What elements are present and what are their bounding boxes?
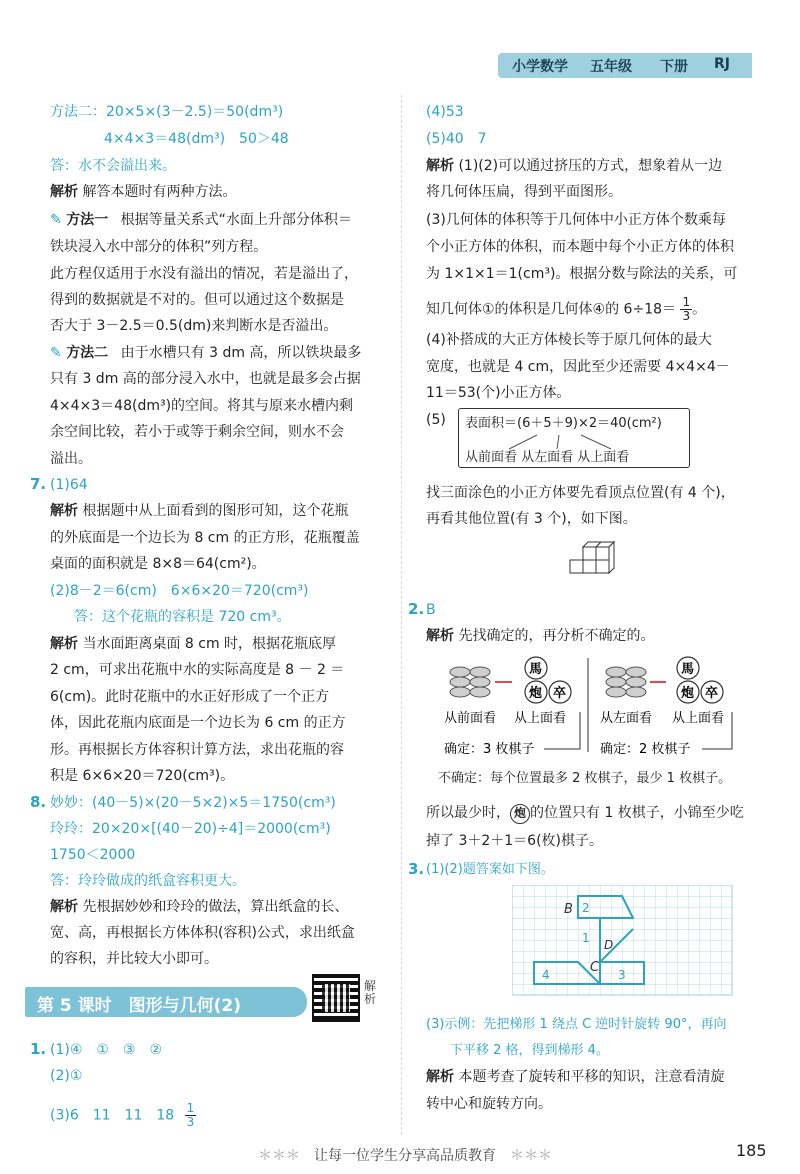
method2b-line2: 只有 3 dm 高的部分浸入水中，也就是最多会占据 xyxy=(50,371,361,387)
q7-analysis9: 积是 6×6×20＝720(cm³)。 xyxy=(50,768,235,784)
method2-line2: 4×4×3＝48(dm³) 50＞48 xyxy=(104,131,289,147)
cube xyxy=(596,547,609,560)
q8-analysis3: 的容积，并比较大小即可。 xyxy=(50,951,218,967)
r-analysis8: 宽度，也就是 4 cm，因此至少还需要 4×4×4－ xyxy=(426,359,730,375)
q1-fraction-num: 1 xyxy=(186,1101,195,1115)
chess-piece xyxy=(606,667,626,677)
page-number: 185 xyxy=(736,1141,767,1160)
q2-number: 2. xyxy=(408,600,425,618)
chess-piece xyxy=(606,677,626,687)
q7-analysis4-text: 当水面距离桌面 8 cm 时，根据花瓶底厚 xyxy=(82,636,337,652)
r-analysis3: (3)几何体的体积等于几何体中小正方体个数乘每 xyxy=(426,212,726,228)
grid-label-2: 2 xyxy=(582,901,590,915)
chess-pao-text: 炮 xyxy=(529,686,543,701)
q6-analysis-text: 解答本题时有两种方法。 xyxy=(82,184,237,200)
q7-analysis2: 的外底面是一个边长为 8 cm 的正方形，花瓶覆盖 xyxy=(50,530,360,546)
chess-piece xyxy=(450,687,470,697)
header-edition: RJ xyxy=(714,56,730,72)
surface-area-formula: 表面积＝(6＋5＋9)×2＝40(cm²) xyxy=(465,416,662,431)
a4-answer: (4)53 xyxy=(426,104,464,120)
pencil-icon: ✎ xyxy=(50,212,62,228)
q2-analysis1-text: 先找确定的，再分析不确定的。 xyxy=(458,628,655,644)
qr-label: 解析 xyxy=(364,979,377,1006)
footer-slogan-text: 让每一位学生分享高品质教育 xyxy=(314,1148,496,1164)
grid-label-c: C xyxy=(590,960,600,975)
cube-side xyxy=(609,542,614,573)
r-analysis6: 知几何体①的体积是几何体④的 6÷18＝ $\frac{1}{3}$ 。 xyxy=(426,295,707,323)
arrow-left xyxy=(509,435,537,449)
r-analysis1-text: (1)(2)可以通过挤压的方式，想象着从一边 xyxy=(458,158,723,174)
q7-analysis1 xyxy=(50,502,348,520)
analysis-label: 解析 xyxy=(426,1069,454,1085)
grid-label-b: B xyxy=(564,902,573,917)
q7-analysis5: 2 cm，可求出花瓶中水的实际高度是 8 － 2 ＝ xyxy=(50,662,345,678)
method2b-line3: 4×4×3＝48(dm³)的空间。将其与原来水槽内剩 xyxy=(50,398,354,414)
analysis-label: 解析 xyxy=(50,503,78,519)
q3-number: 3. xyxy=(408,860,425,878)
q1-answer3 xyxy=(50,1102,196,1129)
q2-analysis2 xyxy=(426,804,744,824)
chess-ma-text: 馬 xyxy=(681,662,695,677)
header-banner xyxy=(498,53,752,78)
r-fraction-den: 3 xyxy=(682,309,691,323)
grid-label-4: 4 xyxy=(542,968,550,982)
a5-answer: (5)40 7 xyxy=(426,131,487,147)
q6-analysis xyxy=(50,183,236,201)
cube xyxy=(570,560,583,573)
q2-answer: B xyxy=(426,602,436,618)
q8-number: 8. xyxy=(30,793,47,811)
method1-line4: 得到的数据就是不对的。但可以通过这个数据是 xyxy=(50,292,344,308)
q2-analysis2a: 所以最少时， xyxy=(426,805,510,821)
q7-number: 7. xyxy=(30,475,47,493)
q3-line1: (1)(2)题答案如下图。 xyxy=(426,862,554,877)
q1-answer1: (1)④ ① ③ ② xyxy=(50,1042,163,1058)
arrow-mid xyxy=(557,435,559,449)
q7-answer1: (1)64 xyxy=(50,477,88,493)
view-left-label: 从左面看 xyxy=(600,711,653,726)
column-divider xyxy=(401,95,402,1135)
chess-ma-text: 馬 xyxy=(529,662,543,677)
chess-piece xyxy=(626,687,646,697)
q8-line1: 妙妙：(40－5)×(20－5×2)×5＝1750(cm³) xyxy=(50,795,336,811)
q7-analysis4 xyxy=(50,635,336,653)
footer-slogan: ＊＊＊ 让每一位学生分享高品质教育 ＊＊＊ xyxy=(258,1148,552,1164)
sure-left-label: 确定：3 枚棋子 xyxy=(444,742,535,757)
q3-analysis2: 转中心和旋转方向。 xyxy=(426,1096,552,1112)
method2b-line1 xyxy=(50,344,361,362)
q2-analysis1 xyxy=(426,627,654,645)
method1-label: 方法一 xyxy=(66,212,109,228)
grid-figure xyxy=(512,885,734,999)
method2-line1: 方法二：20×5×(3－2.5)＝50(dm³) xyxy=(50,104,284,120)
chess-zu-text: 卒 xyxy=(553,686,567,701)
q3-line3b: 下平移 2 格，得到梯形 4。 xyxy=(450,1043,609,1058)
qr-code-icon[interactable] xyxy=(312,974,360,1022)
q7-analysis1-text: 根据题中从上面看到的图形可知，这个花瓶 xyxy=(82,503,349,519)
chess-piece xyxy=(470,667,490,677)
method2b-label: 方法二 xyxy=(66,345,109,361)
r-analysis7: (4)补搭成的大正方体棱长等于原几何体的最大 xyxy=(426,332,712,348)
q7-analysis6: 6(cm)。此时花瓶中的水正好形成了一个正方 xyxy=(50,689,330,705)
r-fraction-num: 1 xyxy=(682,295,691,309)
pencil-icon: ✎ xyxy=(50,345,62,361)
analysis-label: 解析 xyxy=(50,184,78,200)
q3-analysis1-text: 本题考查了旋转和平移的知识，注意看清旋 xyxy=(458,1069,725,1085)
method2b-line5: 溢出。 xyxy=(50,451,92,467)
method2b-line4: 余空间比较，若小于或等于剩余空间，则水不会 xyxy=(50,424,344,440)
chess-piece xyxy=(626,677,646,687)
q2-analysis2b: 的位置只有 1 枚棋子，小锦至少吃 xyxy=(530,805,744,821)
cube xyxy=(583,560,596,573)
q8-analysis1-text: 先根据妙妙和玲玲的做法，算出纸盒的长、 xyxy=(82,899,349,915)
analysis-label: 解析 xyxy=(50,899,78,915)
q8-line2: 玲玲：20×20×[(40－20)÷4]＝2000(cm³) xyxy=(50,821,331,837)
lesson-title: 第 5 课时 图形与几何(2) xyxy=(37,996,242,1016)
chess-pao-inline: 炮 xyxy=(510,804,530,824)
q8-line4: 答：玲玲做成的纸盒容积更大。 xyxy=(50,873,246,889)
q2-analysis3: 掉了 3＋2＋1＝6(枚)棋子。 xyxy=(426,833,604,849)
method1-line5: 否大于 3－2.5＝0.5(dm)来判断水是否溢出。 xyxy=(50,318,338,334)
q7-analysis3: 桌面的面积就是 8×8＝64(cm²)。 xyxy=(50,556,266,572)
method1-line3: 此方程仅适用于水没有溢出的情况，若是溢出了， xyxy=(50,266,358,282)
r-analysis4: 个小正方体的体积，而本题中每个小正方体的体积 xyxy=(426,239,734,255)
q1-fraction xyxy=(185,1102,197,1129)
r-5-label: (5) xyxy=(426,412,446,428)
chess-stack-right xyxy=(606,667,646,697)
q1-answer3-text: (3)6 11 11 18 xyxy=(50,1107,175,1124)
q8-line3: 1750＜2000 xyxy=(50,847,136,863)
grid-label-3: 3 xyxy=(618,968,626,982)
q7-analysis8: 形。再根据长方体容积计算方法，求出花瓶的容 xyxy=(50,742,344,758)
r-analysis10: 找三面涂色的小正方体要先看顶点位置(有 4 个)， xyxy=(426,485,735,501)
q1-fraction-den: 3 xyxy=(186,1115,195,1129)
chess-piece xyxy=(606,687,626,697)
method2-answer: 答：水不会溢出来。 xyxy=(50,158,176,174)
arrow-right xyxy=(581,435,611,449)
q3-line3a: (3)示例：先把梯形 1 绕点 C 逆时针旋转 90°，再向 xyxy=(426,1017,727,1032)
chess-stack-left xyxy=(450,667,490,697)
r-analysis9: 11＝53(个)小正方体。 xyxy=(426,385,571,401)
r-analysis5: 为 1×1×1＝1(cm³)。根据分数与除法的关系，可 xyxy=(426,266,738,282)
q7-answer2b: 答：这个花瓶的容积是 720 cm³。 xyxy=(74,609,291,625)
method1-text1: 根据等量关系式“水面上升部分体积＝ xyxy=(120,212,352,228)
cube-group xyxy=(570,542,614,573)
chess-diagram xyxy=(440,652,740,762)
surface-views: 从前面看 从左面看 从上面看 xyxy=(465,450,630,465)
q1-answer2: (2)① xyxy=(50,1068,83,1084)
chess-zu-text: 卒 xyxy=(705,686,719,701)
q8-analysis1 xyxy=(50,898,348,916)
method2b-text1: 由于水槽只有 3 dm 高，所以铁块最多 xyxy=(120,345,362,361)
sure-right-label: 确定：2 枚棋子 xyxy=(600,742,691,757)
cube xyxy=(583,547,596,560)
grid-label-1: 1 xyxy=(582,931,590,945)
header-subject: 小学数学 xyxy=(512,59,568,75)
r-analysis6-text: 知几何体①的体积是几何体④的 6÷18＝ xyxy=(426,301,677,318)
q3-analysis1 xyxy=(426,1068,724,1086)
header-grade: 五年级 xyxy=(590,59,632,75)
chess-piece xyxy=(470,687,490,697)
q7-answer2a: (2)8－2＝6(cm) 6×6×20＝720(cm³) xyxy=(50,583,309,599)
chess-piece xyxy=(450,677,470,687)
r-fraction xyxy=(680,296,692,323)
view-front-label: 从前面看 xyxy=(444,711,497,726)
grid-label-d: D xyxy=(604,938,614,952)
method1-line1 xyxy=(50,211,352,229)
r-analysis11: 再看其他位置(有 3 个)，如下图。 xyxy=(426,511,637,527)
unsure-line: 不确定：每个位置最多 2 枚棋子，最少 1 枚棋子。 xyxy=(438,771,732,786)
chess-piece xyxy=(470,677,490,687)
q1-number: 1. xyxy=(30,1040,47,1058)
chess-pao-text: 炮 xyxy=(681,686,695,701)
chess-piece xyxy=(450,667,470,677)
analysis-label: 解析 xyxy=(426,158,454,174)
q7-analysis7: 体，因此花瓶内底面是一个边长为 6 cm 的正方 xyxy=(50,715,346,731)
analysis-label: 解析 xyxy=(426,628,454,644)
header-term: 下册 xyxy=(660,59,688,75)
chess-piece xyxy=(626,667,646,677)
lesson-title-bar xyxy=(25,987,307,1017)
r-analysis2: 将几何体压扁，得到平面图形。 xyxy=(426,184,622,200)
method1-line2: 铁块浸入水中部分的体积”列方程。 xyxy=(50,239,268,255)
cube xyxy=(596,560,609,573)
analysis-label: 解析 xyxy=(50,636,78,652)
view-top-label: 从上面看 xyxy=(514,711,567,726)
r-analysis1 xyxy=(426,157,722,175)
view-top2-label: 从上面看 xyxy=(672,711,725,726)
cube-figure xyxy=(566,538,626,584)
q8-analysis2: 宽、高，再根据长方体体积(容积)公式，求出纸盒 xyxy=(50,925,355,941)
surface-area-box xyxy=(458,408,690,468)
